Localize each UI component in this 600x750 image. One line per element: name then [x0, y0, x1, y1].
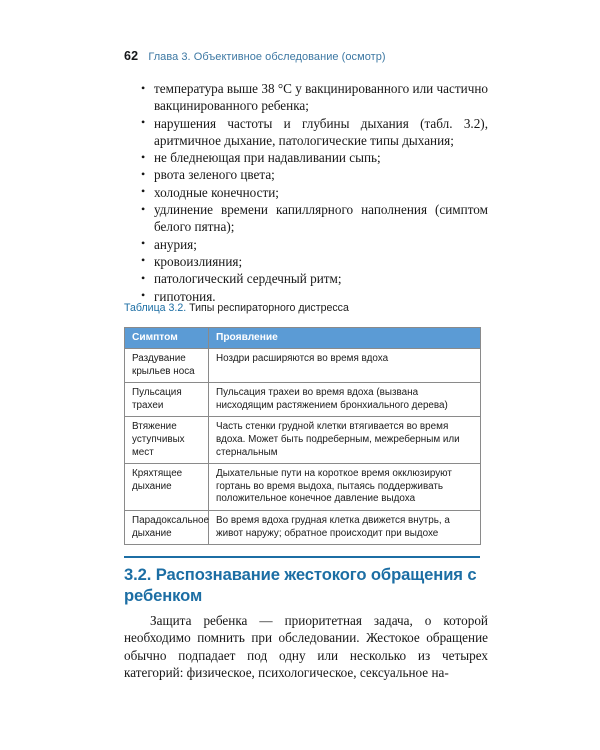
respiratory-distress-table — [124, 327, 481, 545]
page-number: 62 — [124, 49, 139, 63]
chapter-title: Глава 3. Объективное обследование (осмотр) — [148, 51, 386, 63]
cell-manifestation: Пульсация трахеи во время вдоха (вызвана нисходящим растяжением бронхиального дерева) — [209, 383, 481, 417]
list-item: • температура выше 38 °C у вакцинированного или частично вакцинированного ребенка; — [140, 80, 488, 115]
running-head — [124, 49, 484, 63]
table-row — [125, 349, 481, 383]
list-item: • патологический сердечный ритм; — [140, 270, 488, 287]
column-header-symptom: Симптом — [125, 328, 209, 349]
table-header-row — [125, 328, 481, 349]
table-row — [125, 417, 481, 464]
section-divider — [124, 556, 480, 558]
table-caption-number: Таблица 3.2. — [124, 302, 187, 314]
section-heading: 3.2. Распознавание жестокого обращения с ребенком — [124, 565, 477, 605]
cell-symptom: Парадоксальное дыхание — [125, 510, 209, 544]
symptom-bullet-list — [140, 80, 488, 305]
list-item: • анурия; — [140, 236, 488, 253]
cell-manifestation: Ноздри расширяются во время вдоха — [209, 349, 481, 383]
cell-manifestation: Часть стенки грудной клетки втягивается во время вдоха. Может быть подреберным, межреберным или стернальным — [209, 417, 481, 464]
cell-symptom: Пульсация трахеи — [125, 383, 209, 417]
cell-manifestation: Дыхательные пути на короткое время окклюзируют гортань во время выдоха, пытаясь поддерживать положительное конечное давление выдоха — [209, 464, 481, 511]
cell-symptom: Кряхтящее дыхание — [125, 464, 209, 511]
list-item: • кровоизлияния; — [140, 253, 488, 270]
cell-symptom: Раздувание крыльев носа — [125, 349, 209, 383]
list-item: • нарушения частоты и глубины дыхания (табл. 3.2), аритмичное дыхание, патологические типы дыхания; — [140, 115, 488, 150]
body-paragraph: Защита ребенка — приоритетная задача, о которой необходимо помнить при обследовании. Жестокое обращение обычно подпадает под одну или несколько из четырех категорий: физическое, психологическое, сексуальное на- — [124, 613, 488, 681]
list-item: • не бледнеющая при надавливании сыпь; — [140, 149, 488, 166]
table-caption-text: Типы респираторного дистресса — [189, 302, 349, 314]
table-row — [125, 510, 481, 544]
table-row — [125, 383, 481, 417]
column-header-manifestation: Проявление — [209, 328, 481, 349]
cell-symptom: Втяжение уступчивых мест — [125, 417, 209, 464]
list-item: • холодные конечности; — [140, 184, 488, 201]
table-caption — [124, 302, 349, 314]
list-item: • удлинение времени капиллярного наполнения (симптом белого пятна); — [140, 201, 488, 236]
list-item: • гипотония. — [140, 288, 488, 305]
cell-manifestation: Во время вдоха грудная клетка движется внутрь, а живот наружу; обратное происходит при выдохе — [209, 510, 481, 544]
list-item: • рвота зеленого цвета; — [140, 166, 488, 183]
table-row — [125, 464, 481, 511]
